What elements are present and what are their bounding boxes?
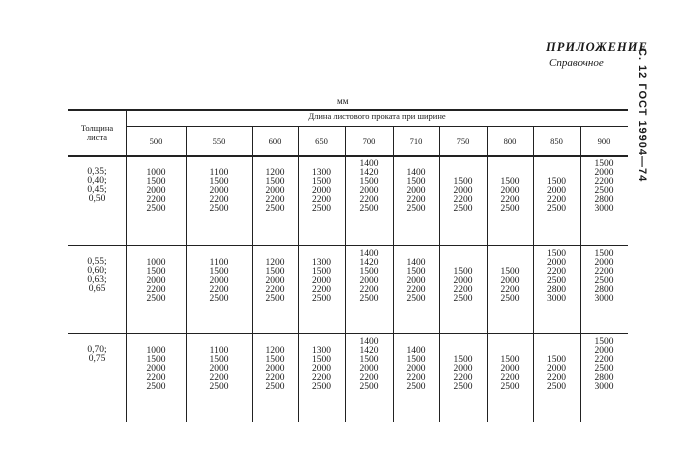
length-cell: 1200 1500 2000 2200 2500: [265, 258, 285, 304]
length-cell: 1500 2000 2200 2500: [500, 267, 520, 304]
length-cell: 1100 1500 2000 2200 2500: [209, 258, 229, 304]
length-cell: 1300 1500 2000 2200 2500: [312, 346, 331, 392]
length-cell: 1500 2000 2200 2500: [453, 177, 473, 214]
width-header: 500: [149, 136, 163, 146]
length-cell: 1200 1500 2000 2200 2500: [265, 346, 285, 392]
length-cell: 1400 1420 1500 2000 2200 2500: [359, 337, 379, 392]
length-cell: 1500 2000 2200 2500 2800 3000: [594, 249, 614, 304]
page-standard-reference: С. 12 ГОСТ 19904—74: [636, 48, 648, 183]
length-cell: 1500 2000 2200 2500: [453, 355, 473, 392]
length-cell: 1400 1420 1500 2000 2200 2500: [359, 159, 379, 214]
length-cell: 1000 1500 2000 2200 2500: [146, 168, 166, 214]
length-cell: 1500 2000 2200 2500: [547, 177, 566, 214]
length-cell: 1400 1500 2000 2200 2500: [406, 168, 426, 214]
length-cell: 1500 2000 2200 2500 2800 3000: [594, 159, 614, 214]
length-cell: 1000 1500 2000 2200 2500: [146, 346, 166, 392]
length-cell: 1300 1500 2000 2200 2500: [312, 258, 331, 304]
width-header: 700: [362, 136, 376, 146]
width-header: 600: [268, 136, 282, 146]
width-header: 800: [503, 136, 517, 146]
thickness-header: Толщина листа: [80, 123, 114, 142]
appendix-title: ПРИЛОЖЕНИЕ: [546, 40, 648, 54]
length-cell: 1500 2000 2200 2500 2800 3000: [594, 337, 614, 392]
width-header: 850: [550, 136, 563, 146]
unit-label: мм: [337, 96, 349, 106]
thickness-cell: 0,70; 0,75: [87, 345, 107, 364]
length-cell: 1000 1500 2000 2200 2500: [146, 258, 166, 304]
width-header: 750: [456, 136, 470, 146]
length-cell: 1300 1500 2000 2200 2500: [312, 168, 331, 214]
length-cell: 1500 2000 2200 2500 2800 3000: [547, 249, 566, 304]
group-separator: [68, 333, 628, 334]
width-header: 650: [315, 136, 328, 146]
length-cell: 1500 2000 2200 2500: [547, 355, 566, 392]
width-header: 710: [409, 136, 423, 146]
appendix-subtitle: Справочное: [549, 57, 604, 69]
header-bottom-rule: [68, 155, 628, 157]
length-cell: 1100 1500 2000 2200 2500: [209, 346, 229, 392]
width-header: 550: [212, 136, 226, 146]
length-cell: 1100 1500 2000 2200 2500: [209, 168, 229, 214]
length-header: Длина листового проката при ширине: [308, 111, 446, 121]
header-subrule: [126, 126, 628, 127]
thickness-cell: 0,35; 0,40; 0,45; 0,50: [87, 167, 107, 204]
length-cell: 1200 1500 2000 2200 2500: [265, 168, 285, 214]
group-separator: [68, 245, 628, 246]
length-cell: 1500 2000 2200 2500: [453, 267, 473, 304]
width-header: 900: [597, 136, 611, 146]
length-cell: 1400 1500 2000 2200 2500: [406, 346, 426, 392]
length-cell: 1400 1420 1500 2000 2200 2500: [359, 249, 379, 304]
thickness-cell: 0,55; 0,60; 0,63; 0,65: [87, 257, 107, 294]
length-cell: 1500 2000 2200 2500: [500, 177, 520, 214]
length-cell: 1500 2000 2200 2500: [500, 355, 520, 392]
length-cell: 1400 1500 2000 2200 2500: [406, 258, 426, 304]
